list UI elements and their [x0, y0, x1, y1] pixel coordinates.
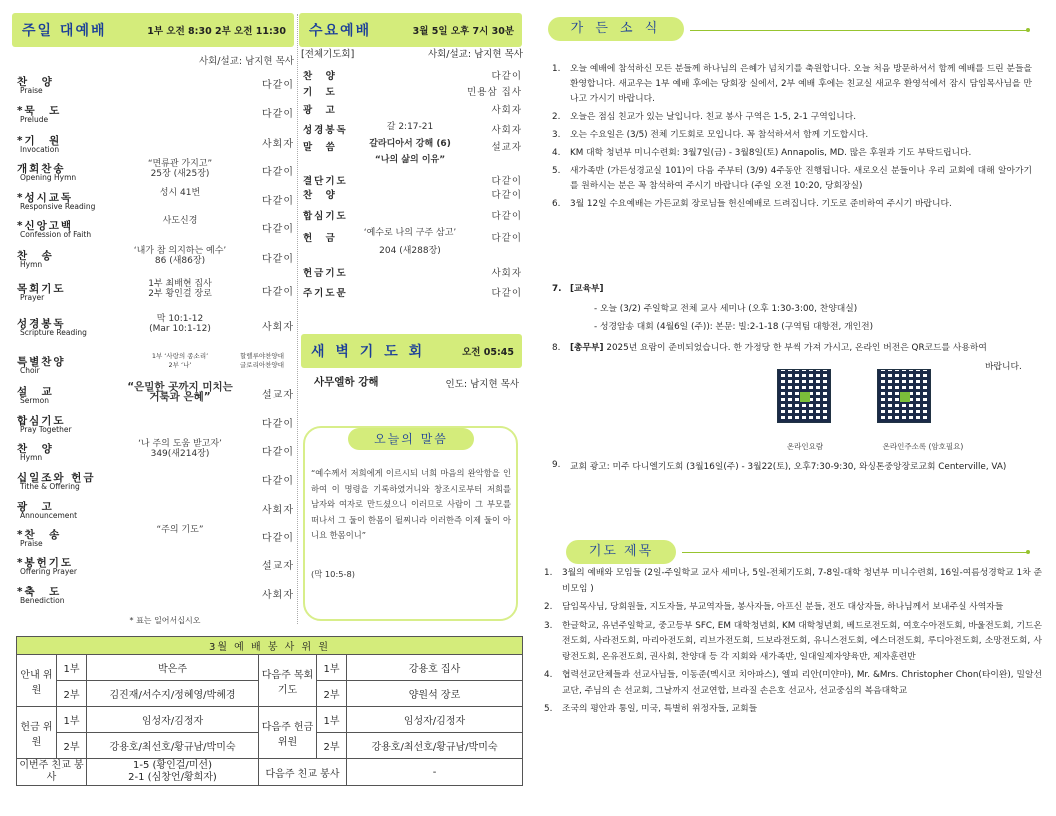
order-detail-2: 거룩과 은혜” — [149, 391, 211, 403]
wed-item-leader: 다같이 — [491, 190, 522, 201]
order-name: *신앙고백 — [17, 220, 74, 232]
order-leader: 설교자 — [262, 561, 294, 572]
order-leader: 설교자 — [262, 390, 294, 401]
order-name: 십일조와 헌금 — [17, 472, 96, 484]
wed-item-leader: 민용삼 집사 — [467, 87, 522, 98]
wed-item-name: 주기도문 — [303, 288, 348, 299]
news-num: 5. — [552, 166, 561, 176]
next-offer-2: 강용호/최선호/황규남/박미숙 — [347, 733, 523, 759]
news-num: 6. — [552, 199, 561, 209]
wed-title: 수요예배 — [309, 23, 372, 39]
wed-item-leader: 다같이 — [491, 176, 522, 187]
next-prayer-label: 다음주 목회기도 — [259, 655, 317, 707]
order-detail: 막 10:1-12 — [156, 314, 204, 324]
todays-word-text: “예수께서 저희에게 이르시되 너희 마음의 완악함을 인하여 이 명령을 기록하였거니와 창조시로부터 저희를 남자와 여자로 만드셨으니 이러므로 사람이 그 부모를 떠나서 그 둘이 한몸이 될찌니라 이러한즉 이제 둘이 아니요 한몸이니” — [311, 468, 511, 540]
wed-item-name: 말 씀 — [303, 142, 337, 153]
part-label: 2부 — [317, 681, 347, 707]
order-leader: 다같이 — [262, 109, 294, 120]
order-detail: “은밀한 곳까지 미치는 — [127, 381, 233, 393]
sunday-time: 1부 오전 8:30 2부 오전 11:30 — [147, 26, 286, 37]
order-leader: 다같이 — [262, 419, 294, 430]
order-name: 찬 송 — [17, 250, 54, 262]
order-name: 개회찬송 — [17, 163, 66, 175]
fellowship-groups — [87, 759, 259, 786]
wed-item-name: 광 고 — [303, 105, 337, 116]
order-english: Responsive Reading — [20, 202, 96, 211]
order-english: Prayer — [20, 293, 45, 302]
order-english: Choir — [20, 366, 40, 375]
prayer-num: 1. — [544, 568, 553, 578]
wed-officiant: 사회/설교: 남지현 목사 — [427, 49, 523, 60]
wed-item-name: 합심기도 — [303, 211, 348, 222]
prayer-title: 기도 제목 — [566, 540, 676, 564]
prayer-text: 3월의 예배와 모임들 (2일-주일학교 교사 세미나, 5일-전체기도회, 7-8일-대학 청년부 미니수련회, 16일-여름성경학교 1차 준비모임 ) — [562, 568, 1042, 594]
wed-item-leader: 다같이 — [491, 71, 522, 82]
order-leader: 다같이 — [262, 80, 294, 91]
prayer-item — [540, 566, 1042, 597]
order-leader: 다같이 — [262, 287, 294, 298]
order-leader: 다같이 — [262, 196, 294, 207]
order-english: Prelude — [20, 115, 49, 124]
order-detail-2: 25장 (새25장) — [150, 169, 210, 179]
todays-word-title: 오늘의 말씀 — [348, 428, 474, 450]
dawn-row — [314, 377, 519, 390]
order-detail: 1부 최배현 집사 — [148, 279, 212, 289]
next-prayer-1: 강용호 집사 — [347, 655, 523, 681]
order-name: *찬 송 — [17, 529, 62, 541]
order-leader: 다같이 — [262, 167, 294, 178]
dawn-title: 새 벽 기 도 회 — [311, 344, 426, 360]
order-english: Hymn — [20, 453, 43, 462]
news-list — [548, 62, 1032, 215]
order-english: Invocation — [20, 145, 60, 154]
wed-item-detail: ‘예수로 나의 구주 삼고’ — [363, 228, 457, 238]
order-leader: 사회자 — [262, 139, 294, 150]
order-leader: 다같이 — [262, 224, 294, 235]
fellowship-label: 이번주 친교 봉사 — [17, 759, 87, 786]
order-english: Praise — [20, 539, 43, 548]
order-leader: 다같이 — [262, 533, 294, 544]
order-name: *기 원 — [17, 135, 62, 147]
qr-code-directory[interactable] — [777, 369, 831, 423]
prayer-list — [540, 566, 1042, 721]
order-detail: 1부 ‘사랑의 종소리’ — [151, 352, 209, 360]
news-8-end: 바랍니다. — [985, 362, 1022, 372]
order-detail: 성시 41번 — [159, 188, 201, 198]
stand-note: * 표는 일어서십시오 — [129, 616, 201, 625]
wed-item-detail-2: “나의 삶의 이유” — [374, 155, 446, 165]
sunday-officiant: 사회/설교: 남지현 목사 — [198, 56, 294, 67]
part-label: 2부 — [57, 733, 87, 759]
wed-item-leader: 다같이 — [491, 288, 522, 299]
order-choir-2: 글로리아찬양대 — [240, 361, 284, 369]
news-8-label: [총무부] — [570, 343, 604, 353]
column-divider — [297, 14, 298, 624]
wed-item-leader: 사회자 — [491, 268, 522, 279]
order-english: Tithe & Offering — [20, 482, 80, 491]
volunteer-title: 3월 예 배 봉 사 위 원 — [17, 637, 523, 655]
wed-item-name: 헌금기도 — [303, 268, 348, 279]
news-8-text — [570, 341, 1030, 356]
prayer-text: 한글학교, 유년주일학교, 중고등부 SFC, EM 대학청년회, KM 대학청년회, 베드로전도회, 여호수아전도회, 바울전도회, 기드온전도회, 사라전도회, 마리아전도회, 리브가전도회, 드보라전도회, 유니스전도회, 에스더전도회, 루디아전도회, 소망전도회, 사랑전도회, 온유전도회, 권사회, 찬양대 등 각 지회와 새가족반, 일대일제자양육반, 제자훈련반 — [562, 620, 1042, 662]
prayer-text: 협력선교단체들과 선교사님들, 이동준(멕시코 치아파스), 엘피 리안(미얀마), Mr. &Mrs. Christopher Chon(타이완), 밀알선교단, 주님의 손 선교회, 그날까지 선교연합, 브라질 손은호 선교사, 선교중심의 복음대학교 — [562, 670, 1042, 696]
order-english: Praise — [20, 86, 43, 95]
order-name: *성시교독 — [17, 192, 74, 204]
order-english: Benediction — [20, 596, 65, 605]
wed-item-leader: 사회자 — [491, 105, 522, 116]
part-label: 1부 — [57, 707, 87, 733]
prayer-item — [540, 600, 1042, 616]
sunday-title: 주일 대예배 — [22, 23, 107, 39]
order-name: 특별찬양 — [17, 356, 66, 368]
order-detail-2: 2부 황인걸 장로 — [148, 289, 212, 299]
dawn-header — [301, 334, 522, 368]
part-label: 2부 — [57, 681, 87, 707]
prayer-num: 5. — [544, 704, 553, 714]
wed-item-name: 헌 금 — [303, 233, 337, 244]
qr-label-1: 온라인요람 — [786, 442, 824, 451]
prayer-text: 조국의 평안과 통일, 미국, 특별히 위정자들, 교회들 — [562, 704, 758, 714]
news-8-num: 8. — [552, 343, 561, 353]
news-7-num: 7. — [552, 284, 562, 294]
prayer-item — [540, 668, 1042, 699]
usher-2: 김진재/서수지/정혜영/박혜경 — [87, 681, 259, 707]
prayer-divider — [682, 552, 1028, 553]
part-label: 1부 — [317, 707, 347, 733]
news-item — [548, 128, 1032, 143]
order-name: 찬 양 — [17, 443, 54, 455]
wed-item-leader: 다같이 — [491, 233, 522, 244]
offer-label: 헌금 위원 — [17, 707, 57, 759]
wed-item-name: 찬 양 — [303, 71, 337, 82]
news-9-text: 교회 광고: 미주 다니엘기도회 (3월16일(주) - 3월22(토), 오후7:30-9:30, 와싱톤중앙장로교회 Centerville, VA) — [570, 462, 1007, 472]
news-num: 3. — [552, 130, 561, 140]
order-name: 목회기도 — [17, 283, 66, 295]
prayer-text: 담임목사님, 당회원들, 지도자들, 부교역자들, 봉사자들, 아프신 분들, 전도 대상자들, 하나님께서 보내주실 사역자들 — [562, 602, 1004, 612]
wed-time: 3월 5일 오후 7시 30분 — [412, 26, 514, 37]
news-num: 4. — [552, 148, 561, 158]
news-text: 오는 수요일은 (3/5) 전체 기도회로 모입니다. 꼭 참석하셔서 함께 기도합시다. — [570, 130, 869, 140]
order-name: 설 교 — [17, 386, 54, 398]
order-english: Sermon — [20, 396, 49, 405]
part-label: 1부 — [317, 655, 347, 681]
order-leader: 다같이 — [262, 254, 294, 265]
news-text: KM 대학 청년부 미니수련회: 3월7일(금) - 3월8일(토) Annapolis, MD. 많은 후원과 기도 부탁드립니다. — [570, 148, 972, 158]
order-detail: “면류관 가지고” — [147, 159, 213, 169]
wed-kind: [전체기도회] — [301, 49, 355, 60]
order-leader: 사회자 — [262, 505, 294, 516]
order-name: *봉헌기도 — [17, 557, 74, 569]
dawn-book: 사무엘하 강해 — [314, 376, 379, 388]
news-item — [548, 164, 1032, 194]
order-detail-2: 2부 ‘나’ — [168, 361, 192, 369]
volunteer-table — [16, 636, 523, 786]
wed-header — [299, 13, 522, 47]
wed-item-leader: 설교자 — [491, 142, 522, 153]
news-text: 오늘은 점심 친교가 있는 날입니다. 친교 봉사 구역은 1-5, 2-1 구역입니다. — [570, 112, 857, 122]
order-name: 광 고 — [17, 501, 54, 513]
order-leader: 다같이 — [262, 447, 294, 458]
wed-item-leader: 다같이 — [491, 211, 522, 222]
usher-1: 박은주 — [87, 655, 259, 681]
order-detail: ‘나 주의 도움 받고자’ — [138, 439, 222, 449]
wed-item-leader: 사회자 — [491, 125, 522, 136]
part-label: 2부 — [317, 733, 347, 759]
offer-1: 임성자/김정자 — [87, 707, 259, 733]
news-9-num: 9. — [552, 460, 561, 470]
news-item — [548, 110, 1032, 125]
order-name: *축 도 — [17, 586, 62, 598]
news-text: 3월 12일 수요예배는 가든교회 장로님들 헌신예배로 드려집니다. 기도로 준비하여 주시기 바랍니다. — [570, 199, 952, 209]
news-7-sub1: - 오늘 (3/2) 주일학교 전체 교사 세미나 (오후 1:30-3:00, 찬양대실) — [594, 304, 858, 314]
news-num: 2. — [552, 112, 561, 122]
next-fellowship: - — [347, 759, 523, 786]
qr-label-2: 온라인주소록 (암호필요) — [882, 442, 964, 451]
fellowship-group-1: 1-5 (황인걸/미선) — [133, 760, 212, 771]
order-detail: “주의 기도” — [156, 525, 204, 535]
news-item — [548, 62, 1032, 107]
next-prayer-2: 양원석 장로 — [347, 681, 523, 707]
wed-item-name: 찬 양 — [303, 190, 337, 201]
order-english: Confession of Faith — [20, 230, 92, 239]
news-text: 오늘 예배에 참석하신 모든 분들께 하나님의 은혜가 넘치기를 축원합니다. 오늘 처음 방문하셔서 함께 예배를 드린 분들을 환영합니다. 새교우는 1부 예배 후에는 당회장 실에서, 2부 예배 후에는 친교실 새교우 환영석에서 잠시 담임목사님을 만나고 가시기 바랍니다. — [570, 64, 1032, 104]
order-detail-2: 349(새214장) — [150, 449, 210, 459]
order-detail: ‘내가 참 의지하는 예수’ — [133, 246, 227, 256]
dawn-time: 오전 05:45 — [462, 347, 514, 358]
qr-code-address[interactable] — [877, 369, 931, 423]
order-leader: 다같이 — [262, 476, 294, 487]
order-name: *묵 도 — [17, 105, 62, 117]
next-fellowship-label: 다음주 친교 봉사 — [259, 759, 347, 786]
news-divider — [690, 30, 1028, 31]
wed-item-detail: 갈라디아서 강해 (6) — [369, 139, 451, 149]
order-english: Announcement — [20, 511, 78, 520]
news-item — [548, 197, 1032, 212]
news-8-body: 2025년 요람이 준비되었습니다. 한 가정당 한 부씩 가져 가시고, 온라인 버전은 QR코드를 사용하여 — [606, 343, 987, 353]
order-detail-2: 86 (새86장) — [154, 256, 206, 266]
prayer-num: 3. — [544, 620, 553, 631]
order-detail: 사도신경 — [162, 216, 198, 226]
wed-item-name: 기 도 — [303, 87, 337, 98]
order-leader: 사회자 — [262, 590, 294, 601]
usher-label: 안내 위원 — [17, 655, 57, 707]
prayer-num: 4. — [544, 670, 553, 680]
order-name: 성경봉독 — [17, 318, 66, 330]
offer-2: 강용호/최선호/황규남/박미숙 — [87, 733, 259, 759]
sunday-header — [12, 13, 294, 47]
news-7-label: [교육부] — [570, 284, 604, 294]
wed-item-name: 성경봉독 — [303, 125, 348, 136]
order-leader: 사회자 — [262, 322, 294, 333]
news-text: 새가족반 (가든성경교실 101)이 다음 주부터 (3/9) 4주동안 진행됩니다. 새로오신 분들이나 우리 교회에 대해 알아가기를 원하시는 분은 꼭 참석하여 주시기 바랍니다 (주일 오전 10:20, 당회장실) — [570, 166, 1032, 191]
order-english: Pray Together — [20, 425, 72, 434]
wed-item-detail: 갈 2:17-21 — [386, 122, 434, 132]
todays-word-ref: (막 10:5-8) — [311, 569, 356, 579]
prayer-item — [540, 619, 1042, 666]
next-offer-1: 임성자/김정자 — [347, 707, 523, 733]
fellowship-group-2: 2-1 (심창언/황희자) — [128, 772, 217, 783]
order-english: Offering Prayer — [20, 567, 77, 576]
next-offer-label: 다음주 헌금위원 — [259, 707, 317, 759]
news-7-sub2: - 성경암송 대회 (4월6일 (주)): 본문: 빌:2-1-18 (구역팀 대항전, 개인전) — [594, 322, 874, 332]
order-english: Scripture Reading — [20, 328, 87, 337]
news-divider-dot — [1026, 28, 1030, 32]
order-name: 합심기도 — [17, 415, 66, 427]
prayer-item — [540, 702, 1042, 718]
prayer-num: 2. — [544, 602, 553, 612]
part-label: 1부 — [57, 655, 87, 681]
wed-item-name: 결단기도 — [303, 176, 348, 187]
wed-kind-row — [301, 49, 523, 60]
order-english: Hymn — [20, 260, 43, 269]
prayer-divider-dot — [1026, 550, 1030, 554]
news-num: 1. — [552, 64, 561, 74]
order-detail-2: (Mar 10:1-12) — [149, 324, 211, 334]
order-name: 찬 양 — [17, 76, 54, 88]
wed-item-detail-2: 204 (새288장) — [379, 246, 441, 256]
dawn-leader: 인도: 남지현 목사 — [445, 379, 519, 390]
order-choir-1: 할렐루야찬양대 — [240, 352, 284, 360]
news-title: 가 든 소 식 — [548, 17, 684, 41]
news-item — [548, 146, 1032, 161]
order-english: Opening Hymn — [20, 173, 77, 182]
